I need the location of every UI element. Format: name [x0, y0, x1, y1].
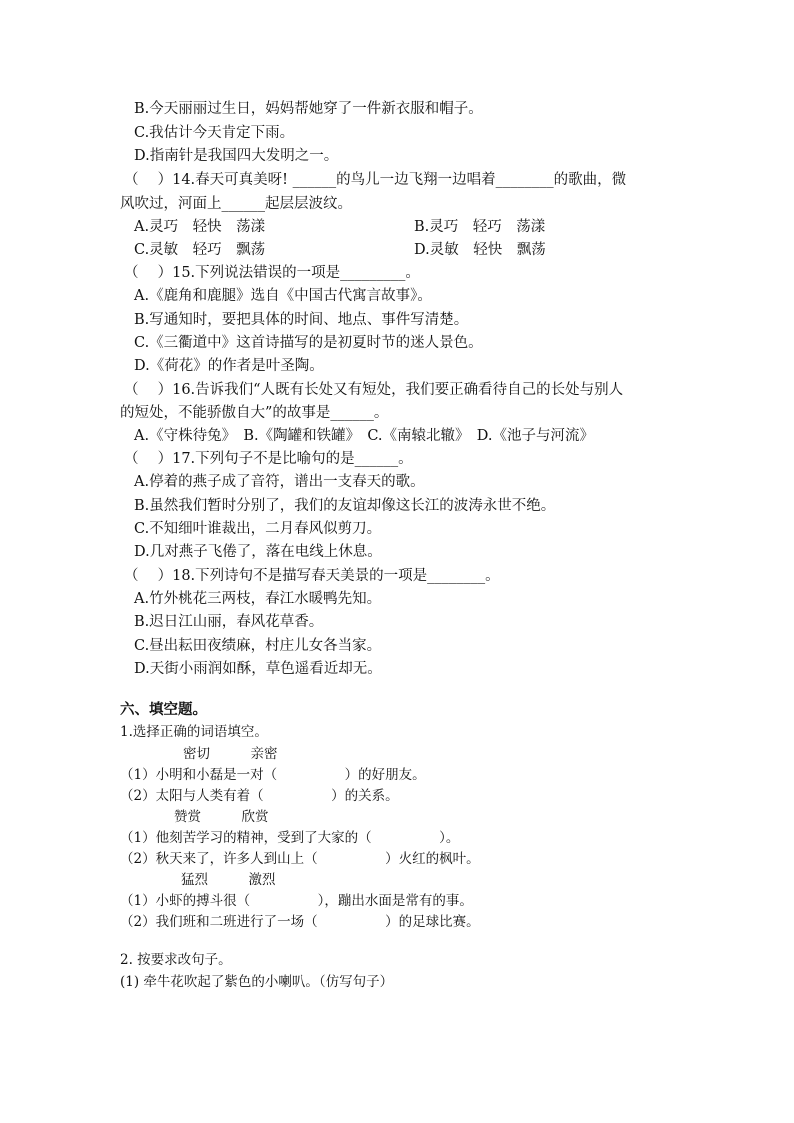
q18-option-a: A.竹外桃花三两枝，春江水暖鸭先知。 [134, 591, 382, 607]
q17-option-c: C.不知细叶谁裁出，二月春风似剪刀。 [134, 521, 382, 537]
q17-stem: （ ）17.下列句子不是比喻句的是______。 [124, 451, 413, 467]
q15-option-a: A.《鹿角和鹿腿》选自《中国古代寓言故事》。 [134, 288, 432, 304]
q18-option-b: B.迟日江山丽，春风花草香。 [134, 614, 324, 630]
q16-options: A.《守株待兔》 B.《陶罐和铁罐》 C.《南辕北辙》 D.《池子与河流》 [134, 428, 594, 444]
q16-stem-line2: 的短处，不能骄傲自大”的故事是______。 [120, 405, 389, 421]
q17-option-d: D.几对燕子飞倦了，落在电线上休息。 [134, 544, 382, 560]
q14-stem-line1: （ ）14.春天可真美呀! ______的鸟儿一边飞翔一边唱着________的歌曲，微 [124, 172, 627, 188]
q18-stem: （ ）18.下列诗句不是描写春天美景的一项是________。 [124, 568, 500, 584]
fill-blank-2-2: （2）秋天来了，许多人到山上（ ）火红的枫叶。 [120, 851, 480, 867]
q17-option-a: A.停着的燕子成了音符，谱出一支春天的歌。 [134, 474, 425, 490]
q14-option-b: B.灵巧 轻巧 荡漾 [414, 219, 546, 235]
q16-stem-line1: （ ）16.告诉我们“人既有长处又有短处，我们要正确看待自己的长处与别人 [124, 382, 624, 398]
part1-title: 1.选择正确的词语填空。 [120, 724, 268, 740]
q15-option-b: B.写通知时，要把具体的时间、地点、事件写清楚。 [134, 312, 469, 328]
word-choices-group3: 猛烈 激烈 [181, 872, 276, 888]
part2-title: 2. 按要求改句子。 [120, 952, 232, 968]
q13-option-d: D.指南针是我国四大发明之一。 [134, 148, 339, 164]
section6-title: 六、填空题。 [120, 701, 207, 718]
rewrite-sentence-1: (1) 牵牛花吹起了紫色的小喇叭。（仿写句子） [120, 974, 394, 990]
q15-option-d: D.《荷花》的作者是叶圣陶。 [134, 358, 324, 374]
q13-option-b: B.今天丽丽过生日，妈妈帮她穿了一件新衣服和帽子。 [134, 101, 483, 117]
word-choices-group1: 密切 亲密 [183, 746, 278, 762]
q17-option-b: B.虽然我们暂时分别了，我们的友谊却像这长江的波涛永世不绝。 [134, 498, 556, 514]
q14-option-c: C.灵敏 轻巧 飘荡 [134, 242, 266, 258]
q18-option-c: C.昼出耘田夜绩麻，村庄儿女各当家。 [134, 638, 382, 654]
q13-option-c: C.我估计今天肯定下雨。 [134, 125, 295, 141]
fill-blank-1-1: （1）小明和小磊是一对（ ）的好朋友。 [120, 767, 426, 783]
word-choices-group2: 赞赏 欣赏 [174, 809, 269, 825]
fill-blank-3-2: （2）我们班和二班进行了一场（ ）的足球比赛。 [120, 914, 480, 930]
q14-stem-line2: 风吹过，河面上______起层层波纹。 [120, 196, 352, 212]
q14-option-a: A.灵巧 轻快 荡漾 [134, 219, 266, 235]
fill-blank-3-1: （1）小虾的搏斗很（ ），蹦出水面是常有的事。 [120, 893, 473, 909]
fill-blank-2-1: （1）他刻苦学习的精神，受到了大家的（ ）。 [120, 830, 460, 846]
fill-blank-1-2: （2）太阳与人类有着（ ）的关系。 [120, 788, 399, 804]
q15-stem: （ ）15.下列说法错误的一项是_________。 [124, 265, 420, 281]
q18-option-d: D.天街小雨润如酥，草色遥看近却无。 [134, 661, 382, 677]
q14-option-d: D.灵敏 轻快 飘荡 [414, 242, 546, 258]
q15-option-c: C.《三衢道中》这首诗描写的是初夏时节的迷人景色。 [134, 335, 483, 351]
